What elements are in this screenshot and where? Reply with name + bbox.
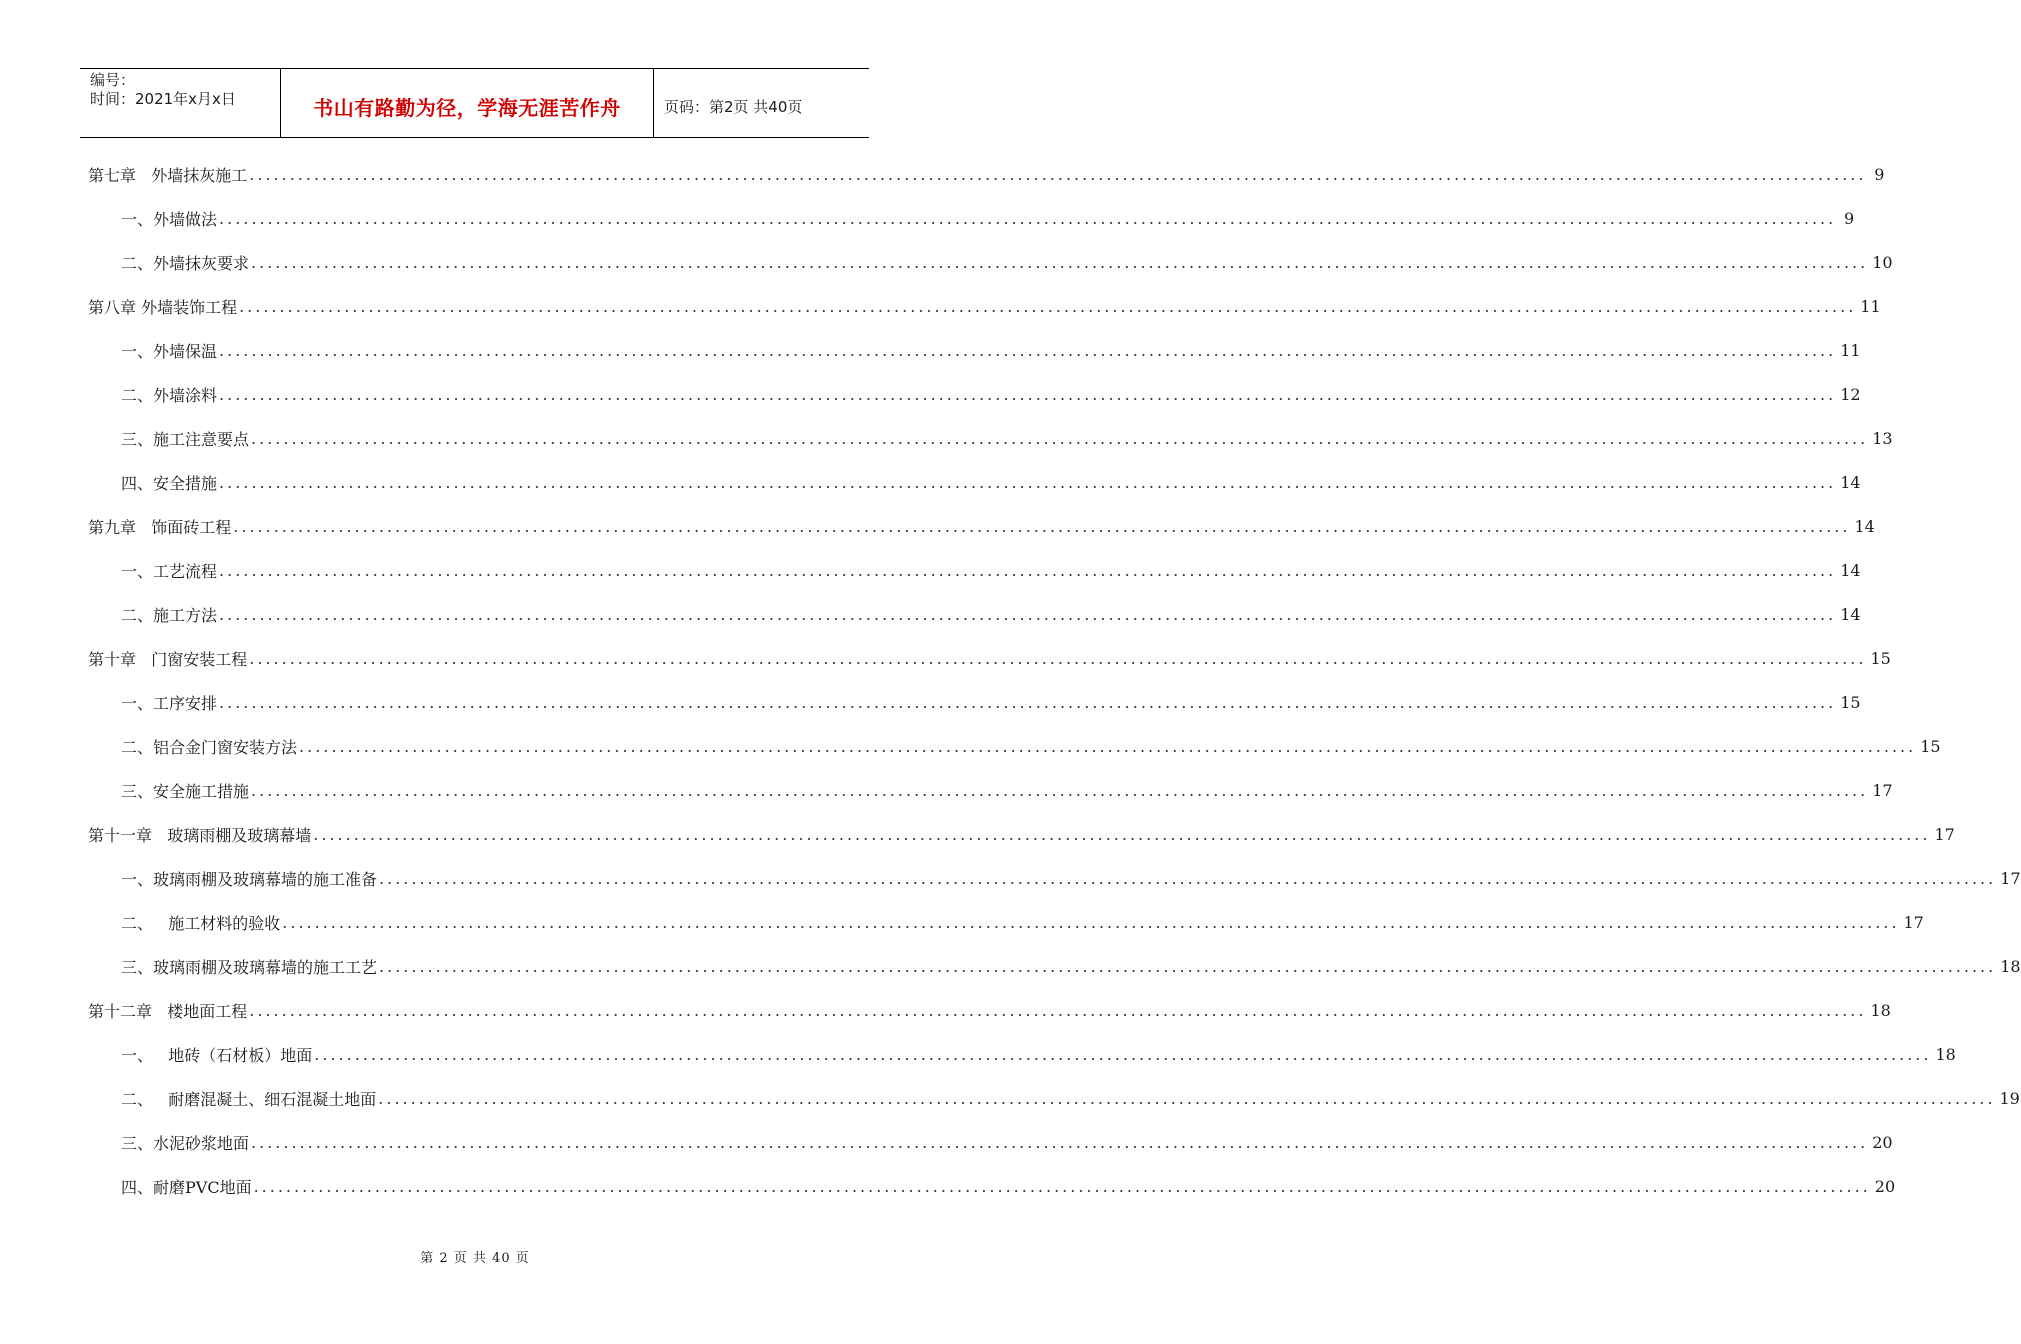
header-meta [80, 69, 281, 137]
toc-section-entry[interactable] [88, 900, 1924, 944]
toc-section-entry[interactable] [88, 460, 1861, 504]
toc-entry-page: 18 [1870, 1000, 1891, 1020]
toc-leader-dots: ........................................................................................................................................................................................................ [379, 956, 1997, 976]
toc-leader-dots: ........................................................................................................................................................................................................ [239, 296, 1857, 316]
toc-entry-title: 二、外墙抹灰要求 [121, 253, 250, 273]
toc-entry-title: 一、 地砖（石材板）地面 [121, 1045, 313, 1065]
toc-entry-title: 第七章 外墙抹灰施工 [88, 165, 248, 185]
toc-section-entry[interactable] [88, 1120, 1893, 1164]
toc-entry-title: 一、外墙保温 [121, 341, 218, 361]
toc-entry-page: 13 [1872, 428, 1893, 448]
toc-chapter-entry[interactable] [88, 504, 1875, 548]
toc-entry-page: 11 [1840, 340, 1861, 360]
toc-section-entry[interactable] [88, 1032, 1956, 1076]
toc-entry-page: 15 [1870, 648, 1891, 668]
toc-entry-title: 第九章 饰面砖工程 [88, 517, 232, 537]
toc-entry-page: 17 [1934, 824, 1955, 844]
toc-leader-dots: ........................................................................................................................................................................................................ [379, 868, 1997, 888]
toc-section-entry[interactable] [88, 372, 1861, 416]
toc-leader-dots: ........................................................................................................................................................................................................ [253, 1176, 1871, 1196]
toc-section-entry[interactable] [88, 856, 2021, 900]
toc-leader-dots: ........................................................................................................................................................................................................ [314, 1044, 1932, 1064]
toc-section-entry[interactable] [88, 548, 1861, 592]
toc-chapter-entry[interactable] [88, 152, 1885, 196]
toc-leader-dots: ........................................................................................................................................................................................................ [249, 164, 1867, 184]
toc-entry-title: 一、工序安排 [121, 693, 218, 713]
toc-leader-dots: ........................................................................................................................................................................................................ [251, 1132, 1869, 1152]
toc-entry-page: 15 [1920, 736, 1941, 756]
toc-entry-page: 17 [1872, 780, 1893, 800]
toc-leader-dots: ........................................................................................................................................................................................................ [251, 780, 1869, 800]
toc-entry-page: 20 [1872, 1132, 1893, 1152]
toc-entry-title: 二、铝合金门窗安装方法 [121, 737, 298, 757]
header-date-label: 时间：2021年x月x日 [90, 90, 236, 108]
toc-entry-page: 17 [1903, 912, 1924, 932]
toc-entry-title: 一、工艺流程 [121, 561, 218, 581]
page-header [80, 68, 869, 138]
toc-section-entry[interactable] [88, 328, 1861, 372]
toc-entry-title: 一、玻璃雨棚及玻璃幕墙的施工准备 [121, 869, 378, 889]
toc-entry-page: 14 [1854, 516, 1875, 536]
toc-leader-dots: ........................................................................................................................................................................................................ [219, 560, 1837, 580]
toc-entry-page: 17 [2000, 868, 2021, 888]
toc-entry-page: 10 [1872, 252, 1893, 272]
toc-leader-dots: ........................................................................................................................................................................................................ [219, 604, 1837, 624]
toc-section-entry[interactable] [88, 680, 1861, 724]
toc-entry-title: 二、施工方法 [121, 605, 218, 625]
toc-chapter-entry[interactable] [88, 284, 1881, 328]
toc-leader-dots: ........................................................................................................................................................................................................ [219, 208, 1837, 228]
toc-entry-page: 12 [1840, 384, 1861, 404]
toc-entry-title: 第八章 外墙装饰工程 [88, 297, 238, 317]
header-motto: 书山有路勤为径，学海无涯苦作舟 [281, 69, 654, 137]
toc-leader-dots: ........................................................................................................................................................................................................ [251, 252, 1869, 272]
toc-entry-page: 9 [1874, 164, 1885, 184]
toc-entry-title: 三、安全施工措施 [121, 781, 250, 801]
toc-entry-page: 20 [1874, 1176, 1896, 1196]
toc-leader-dots: ........................................................................................................................................................................................................ [282, 912, 1900, 932]
toc-leader-dots: ........................................................................................................................................................................................................ [313, 824, 1931, 844]
toc-entry-page: 14 [1840, 560, 1861, 580]
table-of-contents [88, 152, 2021, 1208]
toc-entry-title: 三、玻璃雨棚及玻璃幕墙的施工工艺 [121, 957, 378, 977]
toc-leader-dots: ........................................................................................................................................................................................................ [219, 472, 1837, 492]
toc-entry-page: 18 [1935, 1044, 1956, 1064]
toc-entry-page: 19 [1999, 1088, 2020, 1108]
toc-entry-page: 14 [1840, 472, 1861, 492]
toc-leader-dots: ........................................................................................................................................................................................................ [233, 516, 1851, 536]
toc-entry-title: 第十一章 玻璃雨棚及玻璃幕墙 [88, 825, 312, 845]
toc-section-entry[interactable] [88, 196, 1855, 240]
toc-chapter-entry[interactable] [88, 812, 1955, 856]
toc-section-entry[interactable] [88, 1076, 2020, 1120]
toc-leader-dots: ........................................................................................................................................................................................................ [219, 340, 1837, 360]
header-page-label: 页码：第2页 共40页 [664, 97, 803, 116]
toc-entry-title: 二、外墙涂料 [121, 385, 218, 405]
page-footer: 第 2 页 共 40 页 [420, 1251, 530, 1266]
toc-leader-dots: ........................................................................................................................................................................................................ [299, 736, 1917, 756]
toc-entry-title: 二、 施工材料的验收 [121, 913, 281, 933]
toc-chapter-entry[interactable] [88, 988, 1891, 1032]
toc-section-entry[interactable] [88, 592, 1861, 636]
toc-entry-title: 三、水泥砂浆地面 [121, 1133, 250, 1153]
toc-section-entry[interactable] [88, 768, 1893, 812]
toc-leader-dots: ........................................................................................................................................................................................................ [249, 648, 1867, 668]
toc-chapter-entry[interactable] [88, 636, 1891, 680]
toc-entry-title: 二、 耐磨混凝土、细石混凝土地面 [121, 1089, 377, 1109]
toc-leader-dots: ........................................................................................................................................................................................................ [249, 1000, 1867, 1020]
toc-leader-dots: ........................................................................................................................................................................................................ [219, 384, 1837, 404]
toc-entry-title: 一、外墙做法 [121, 209, 218, 229]
toc-leader-dots: ........................................................................................................................................................................................................ [219, 692, 1837, 712]
toc-section-entry[interactable] [88, 724, 1941, 768]
header-number-label: 编号： [90, 71, 136, 89]
toc-section-entry[interactable] [88, 944, 2021, 988]
toc-section-entry[interactable] [88, 1164, 1896, 1208]
toc-section-entry[interactable] [88, 240, 1893, 284]
toc-entry-title: 第十二章 楼地面工程 [88, 1001, 248, 1021]
toc-entry-title: 第十章 门窗安装工程 [88, 649, 248, 669]
toc-leader-dots: ........................................................................................................................................................................................................ [378, 1088, 1996, 1108]
toc-entry-page: 14 [1840, 604, 1861, 624]
toc-section-entry[interactable] [88, 416, 1893, 460]
toc-entry-title: 四、耐磨PVC地面 [121, 1177, 252, 1197]
toc-leader-dots: ........................................................................................................................................................................................................ [251, 428, 1869, 448]
toc-entry-title: 四、安全措施 [121, 473, 218, 493]
toc-entry-page: 18 [2000, 956, 2021, 976]
toc-entry-page: 9 [1844, 208, 1855, 228]
toc-entry-page: 11 [1860, 296, 1881, 316]
toc-entry-title: 三、施工注意要点 [121, 429, 250, 449]
toc-entry-page: 15 [1840, 692, 1861, 712]
